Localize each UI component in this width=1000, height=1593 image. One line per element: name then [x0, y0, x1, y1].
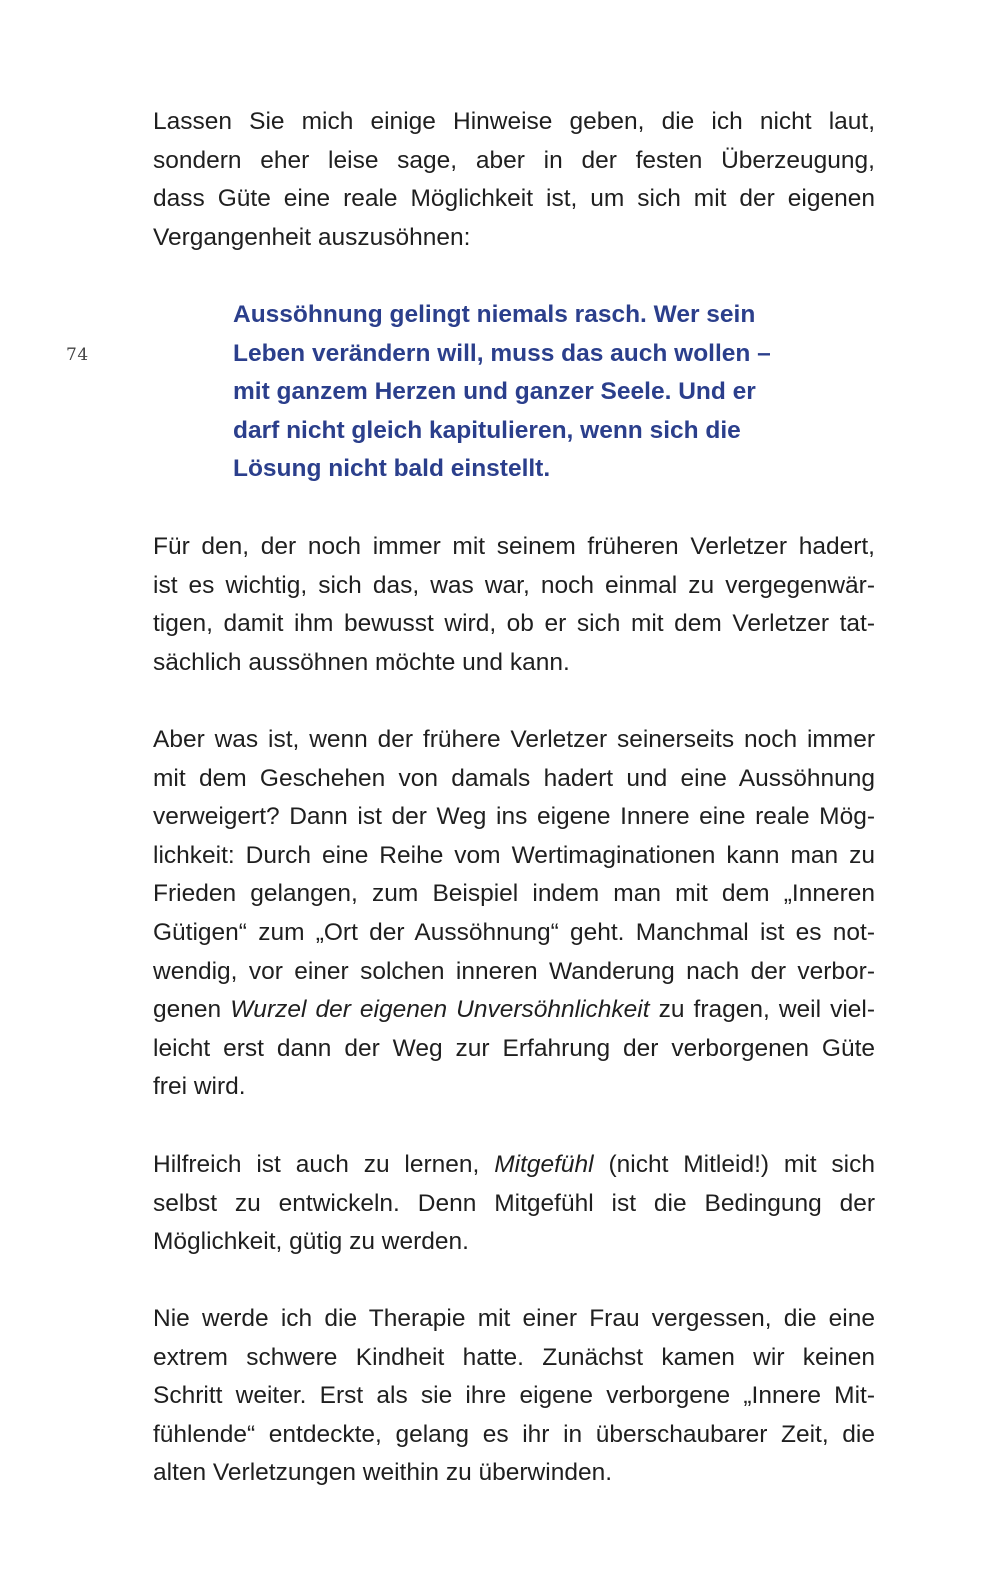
text-line: selbst zu entwickeln. Denn Mitgefühl ist die Bedingung der — [153, 1189, 875, 1217]
italic-term: Mitgefühl — [494, 1151, 594, 1178]
text-segment: Hilfreich ist auch zu lernen, — [153, 1151, 495, 1178]
text-line: Lassen Sie mich einige Hinweise geben, die ich nicht laut, — [153, 108, 875, 135]
text-line: Schritt weiter. Erst als sie ihre eigene verborgene „Innere Mit- — [153, 1382, 875, 1410]
page-number: 74 — [66, 345, 89, 365]
text-line: Frieden gelangen, zum Beispiel indem man mit dem „Inneren — [153, 880, 875, 908]
text-line: alten Verletzungen weithin zu überwinden. — [153, 1459, 613, 1487]
text-line: lichkeit: Durch eine Reihe vom Wertimaginationen kann man zu — [153, 841, 875, 869]
paragraph-innere-weg — [153, 721, 875, 1107]
text-line: sondern eher leise sage, aber in der festen Überzeugung, — [153, 146, 875, 174]
text-line: mit dem Geschehen von damals hadert und eine Aussöhnung — [153, 764, 875, 792]
text-segment: genen — [153, 996, 231, 1024]
paragraph-intro — [153, 103, 875, 257]
italic-term: Wurzel der eigenen Unversöhnlichkeit — [230, 996, 650, 1024]
quote-line: darf nicht gleich kapitulieren, wenn sich die — [233, 416, 741, 444]
text-line: Gütigen“ zum „Ort der Aussöhnung“ geht. Manchmal ist es not- — [153, 918, 875, 946]
text-line: Für den, der noch immer mit seinem früheren Verletzer hadert, — [153, 533, 875, 560]
highlighted-quote — [233, 296, 793, 489]
text-line: ist es wichtig, sich das, was war, noch einmal zu vergegenwär- — [153, 571, 875, 599]
text-line: wendig, vor einer solchen inneren Wanderung nach der verbor- — [153, 957, 875, 985]
text-segment: (nicht Mitleid!) mit sich — [593, 1151, 875, 1178]
paragraph-verletzer — [153, 528, 875, 682]
text-line: Möglichkeit, gütig zu werden. — [153, 1228, 469, 1256]
text-line: frei wird. — [153, 1073, 246, 1101]
paragraph-therapie — [153, 1300, 875, 1493]
paragraph-mitgefuehl — [153, 1146, 875, 1262]
quote-line: Lösung nicht bald einstellt. — [233, 455, 551, 483]
text-line: extrem schwere Kindheit hatte. Zunächst kamen wir keinen — [153, 1343, 875, 1371]
text-line: verweigert? Dann ist der Weg ins eigene Innere eine reale Mög- — [153, 803, 875, 831]
quote-line: Leben verändern will, muss das auch wollen – — [233, 339, 771, 367]
text-line: Aber was ist, wenn der frühere Verletzer seinerseits noch immer — [153, 726, 875, 753]
text-line: Vergangenheit auszusöhnen: — [153, 223, 471, 251]
text-line: dass Güte eine reale Möglichkeit ist, um sich mit der eigenen — [153, 185, 875, 213]
text-line: Nie werde ich die Therapie mit einer Frau vergessen, die eine — [153, 1305, 875, 1332]
text-line: sächlich aussöhnen möchte und kann. — [153, 648, 570, 676]
text-line: fühlende“ entdeckte, gelang es ihr in überschaubarer Zeit, die — [153, 1420, 875, 1448]
text-line — [153, 991, 875, 1030]
text-line — [153, 1146, 875, 1185]
text-line: tigen, damit ihm bewusst wird, ob er sich mit dem Verletzer tat- — [153, 610, 875, 638]
text-segment: zu fragen, weil viel- — [649, 996, 876, 1024]
text-line: leicht erst dann der Weg zur Erfahrung der verborgenen Güte — [153, 1034, 875, 1062]
quote-line: mit ganzem Herzen und ganzer Seele. Und er — [233, 378, 756, 406]
quote-line: Aussöhnung gelingt niemals rasch. Wer sein — [233, 301, 756, 328]
